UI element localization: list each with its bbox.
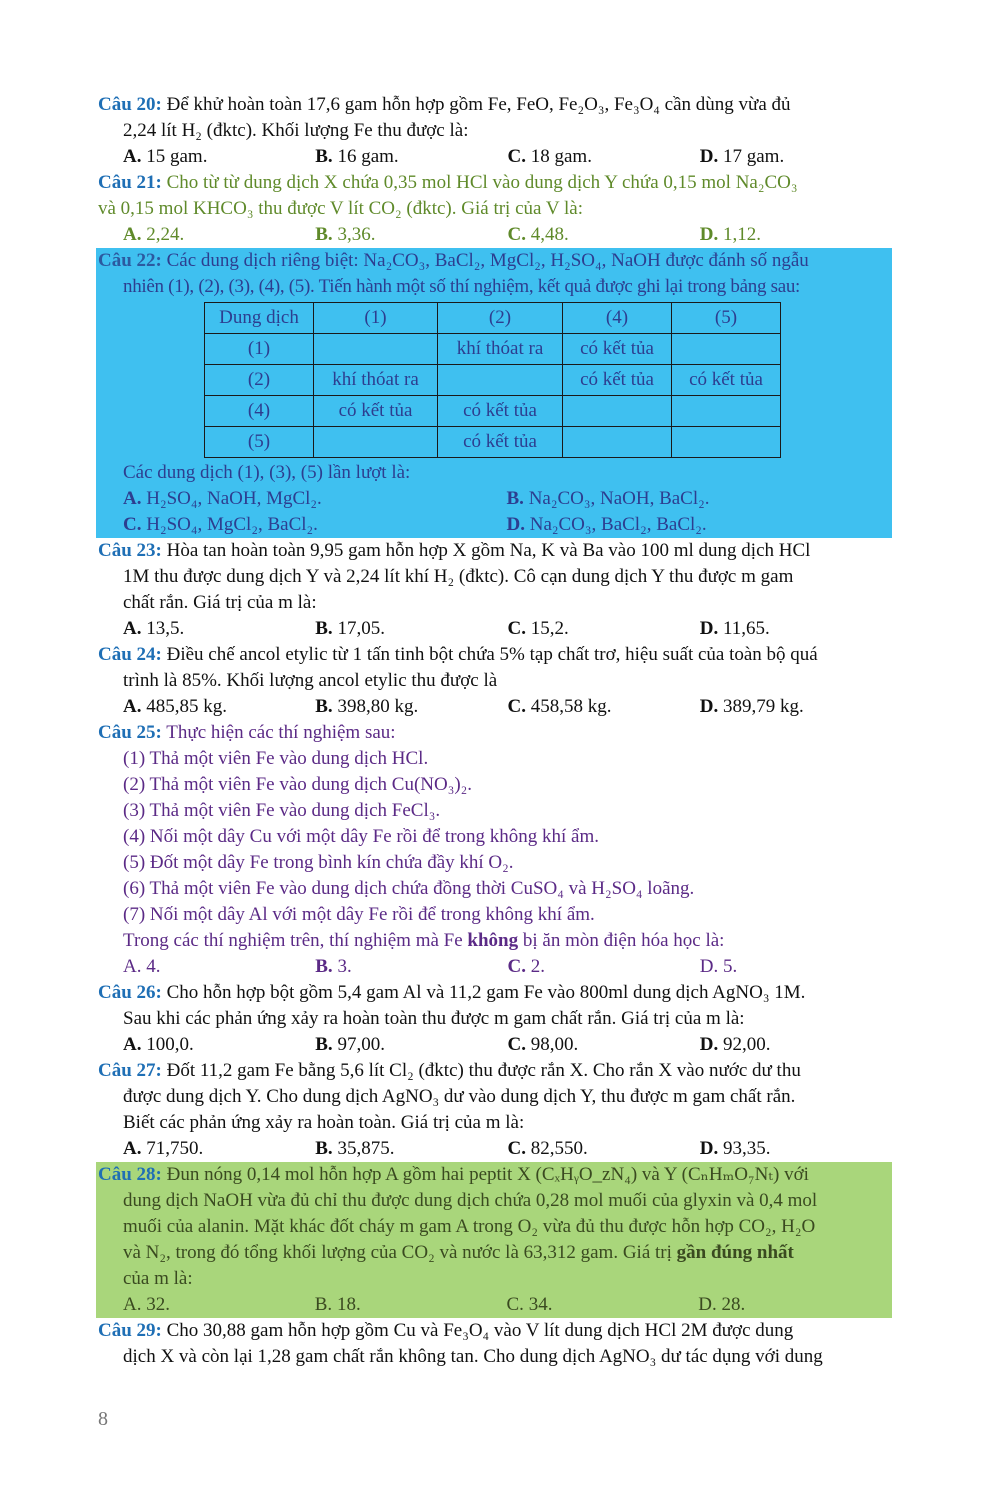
option-c: C. 15,2.: [507, 618, 569, 639]
answer-options: [98, 694, 892, 720]
question-text: và N₂, trong đó tổng khối lượng của CO₂ và nước là 63,312 gam. Giá trị gần đúng nhất: [123, 1242, 794, 1263]
option-a: A. 71,750.: [123, 1138, 204, 1159]
option-d: D. 11,65.: [699, 618, 770, 639]
option-a: A. 4.: [123, 956, 161, 977]
question-number: Câu 25:: [98, 722, 162, 743]
option-a: A. H₂SO₄, NaOH, MgCl₂.: [123, 488, 322, 509]
question-number: Câu 22:: [98, 250, 162, 271]
answer-options: [98, 1136, 892, 1162]
answer-options: [98, 954, 892, 980]
option-c: C. 18 gam.: [507, 146, 592, 167]
question-number: Câu 23:: [98, 540, 162, 561]
option-d: D. 17 gam.: [699, 146, 785, 167]
option-d: D. 93,35.: [699, 1138, 771, 1159]
list-item: (4) Nối một dây Cu với một dây Fe rồi để trong không khí ẩm.: [123, 826, 600, 847]
question-text: Các dung dịch riêng biệt: Na₂CO₃, BaCl₂, MgCl₂, H₂SO₄, NaOH được đánh số ngẫu: [166, 250, 809, 271]
question-prompt: Trong các thí nghiệm trên, thí nghiệm mà Fe không bị ăn mòn điện hóa học là:: [123, 930, 725, 951]
question-text: Đun nóng 0,14 mol hỗn hợp A gồm hai peptit X (CₓHᵧO_zN₄) và Y (CₙHₘO₇Nₜ) với: [166, 1164, 809, 1185]
answer-options: [98, 1292, 890, 1318]
table-cell: (4): [205, 396, 314, 427]
question-text: 2,24 lít H₂ (đktc). Khối lượng Fe thu được là:: [123, 120, 469, 141]
question-25: [98, 720, 892, 980]
option-b: B. 398,80 kg.: [315, 696, 419, 717]
option-d: D. 28.: [698, 1294, 746, 1315]
table-cell: [563, 427, 672, 458]
option-c: C. 2.: [507, 956, 545, 977]
results-table: [204, 302, 781, 458]
question-29: [98, 1318, 892, 1370]
table-header: (2): [438, 303, 563, 334]
option-c: C. 98,00.: [507, 1034, 579, 1055]
option-c: C. 34.: [506, 1294, 553, 1315]
page-number: 8: [98, 1408, 108, 1430]
question-text: Thực hiện các thí nghiệm sau:: [166, 722, 396, 743]
question-text: của m là:: [123, 1268, 193, 1289]
table-cell: có kết tủa: [672, 365, 781, 396]
question-number: Câu 21:: [98, 172, 162, 193]
answer-options: [98, 1032, 892, 1058]
question-27: [98, 1058, 892, 1162]
table-header: Dung dịch: [205, 303, 314, 334]
question-prompt: Các dung dịch (1), (3), (5) lần lượt là:: [123, 462, 411, 483]
table-row: [205, 334, 781, 365]
question-text: nhiên (1), (2), (3), (4), (5). Tiến hành một số thí nghiệm, kết quả được ghi lại trong bảng sau:: [123, 276, 801, 297]
page-content: [98, 92, 892, 1370]
option-a: A. 2,24.: [123, 224, 185, 245]
table-header-row: [205, 303, 781, 334]
table-cell: [672, 427, 781, 458]
question-text: dung dịch NaOH vừa đủ chỉ thu được dung dịch chứa 0,28 mol muối của glyxin và 0,4 mol: [123, 1190, 818, 1211]
option-b: B. 35,875.: [315, 1138, 395, 1159]
option-a: A. 15 gam.: [123, 146, 208, 167]
table-cell: có kết tủa: [314, 396, 438, 427]
list-item: (3) Thả một viên Fe vào dung dịch FeCl₃.: [123, 800, 441, 821]
question-text: Cho hỗn hợp bột gồm 5,4 gam Al và 11,2 gam Fe vào 800ml dung dịch AgNO₃ 1M.: [166, 982, 806, 1003]
option-a: A. 13,5.: [123, 618, 185, 639]
option-a: A. 485,85 kg.: [123, 696, 227, 717]
option-b: B. 3.: [315, 956, 352, 977]
question-text: Sau khi các phản ứng xảy ra hoàn toàn thu được m gam chất rắn. Giá trị của m là:: [123, 1008, 745, 1029]
option-c: C. 4,48.: [507, 224, 569, 245]
table-cell: có kết tủa: [438, 396, 563, 427]
table-cell: có kết tủa: [563, 365, 672, 396]
question-number: Câu 28:: [98, 1164, 162, 1185]
table-cell: (1): [205, 334, 314, 365]
table-row: [205, 396, 781, 427]
question-text: Cho từ từ dung dịch X chứa 0,35 mol HCl vào dung dịch Y chứa 0,15 mol Na₂CO₃: [166, 172, 798, 193]
question-number: Câu 20:: [98, 94, 162, 115]
question-20: [98, 92, 892, 170]
table-cell: [672, 334, 781, 365]
question-text: trình là 85%. Khối lượng ancol etylic thu được là: [123, 670, 498, 691]
question-text: dịch X và còn lại 1,28 gam chất rắn không tan. Cho dung dịch AgNO₃ dư tác dụng với dung: [123, 1346, 823, 1367]
table-cell: khí thóat ra: [314, 365, 438, 396]
option-c: C. H₂SO₄, MgCl₂, BaCl₂.: [123, 514, 318, 535]
question-24: [98, 642, 892, 720]
question-text: Đốt 11,2 gam Fe bằng 5,6 lít Cl₂ (đktc) thu được rắn X. Cho rắn X vào nước dư thu: [166, 1060, 801, 1081]
option-d: D. 1,12.: [699, 224, 761, 245]
table-header: (1): [314, 303, 438, 334]
option-a: A. 100,0.: [123, 1034, 194, 1055]
question-text: Hòa tan hoàn toàn 9,95 gam hỗn hợp X gồm Na, K và Ba vào 100 ml dung dịch HCl: [166, 540, 811, 561]
answer-options: [98, 512, 890, 538]
table-cell: khí thóat ra: [438, 334, 563, 365]
question-text: muối của alanin. Mặt khác đốt cháy m gam A trong O₂ vừa đủ thu được hỗn hợp CO₂, H₂O: [123, 1216, 816, 1237]
option-b: B. 97,00.: [315, 1034, 385, 1055]
question-text: 1M thu được dung dịch Y và 2,24 lít khí H₂ (đktc). Cô cạn dung dịch Y thu được m gam: [123, 566, 794, 587]
table-cell: (2): [205, 365, 314, 396]
table-cell: [438, 365, 563, 396]
question-23: [98, 538, 892, 642]
list-item: (5) Đốt một dây Fe trong bình kín chứa đầy khí O₂.: [123, 852, 514, 873]
list-item: (6) Thả một viên Fe vào dung dịch chứa đồng thời CuSO₄ và H₂SO₄ loãng.: [123, 878, 695, 899]
option-d: D. 92,00.: [699, 1034, 771, 1055]
option-b: B. 17,05.: [315, 618, 385, 639]
table-cell: [314, 427, 438, 458]
table-row: [205, 365, 781, 396]
table-cell: [563, 396, 672, 427]
answer-options: [98, 144, 892, 170]
table-row: [205, 427, 781, 458]
option-b: B. Na₂CO₃, NaOH, BaCl₂.: [506, 488, 710, 509]
table-cell: có kết tủa: [563, 334, 672, 365]
table-header: (5): [672, 303, 781, 334]
question-number: Câu 26:: [98, 982, 162, 1003]
question-text: Điều chế ancol etylic từ 1 tấn tinh bột chứa 5% tạp chất trơ, hiệu suất của toàn bộ quá: [166, 644, 818, 665]
list-item: (7) Nối một dây Al với một dây Fe rồi để trong không khí ẩm.: [123, 904, 595, 925]
question-text: chất rắn. Giá trị của m là:: [123, 592, 317, 613]
table-cell: (5): [205, 427, 314, 458]
list-item: (2) Thả một viên Fe vào dung dịch Cu(NO₃)₂.: [123, 774, 473, 795]
option-b: B. 16 gam.: [315, 146, 399, 167]
question-text: Cho 30,88 gam hỗn hợp gồm Cu và Fe₃O₄ vào V lít dung dịch HCl 2M được dung: [166, 1320, 794, 1341]
question-number: Câu 27:: [98, 1060, 162, 1081]
question-26: [98, 980, 892, 1058]
answer-options: [98, 222, 892, 248]
option-c: C. 458,58 kg.: [507, 696, 612, 717]
option-d: D. 389,79 kg.: [699, 696, 804, 717]
option-d: D. 5.: [699, 956, 738, 977]
question-text: được dung dịch Y. Cho dung dịch AgNO₃ dư vào dung dịch Y, thu được m gam chất rắn.: [123, 1086, 796, 1107]
option-d: D. Na₂CO₃, BaCl₂, BaCl₂.: [506, 514, 707, 535]
question-text: Để khử hoàn toàn 17,6 gam hỗn hợp gồm Fe, FeO, Fe₂O₃, Fe₃O₄ cần dùng vừa đủ: [166, 94, 791, 115]
question-text: Biết các phản ứng xảy ra hoàn toàn. Giá trị của m là:: [123, 1112, 525, 1133]
table-cell: có kết tủa: [438, 427, 563, 458]
answer-options: [98, 486, 890, 512]
question-text: và 0,15 mol KHCO₃ thu được V lít CO₂ (đktc). Giá trị của V là:: [98, 198, 583, 219]
question-28: [96, 1162, 892, 1318]
list-item: (1) Thả một viên Fe vào dung dịch HCl.: [123, 748, 429, 769]
question-22: [96, 248, 892, 538]
option-b: B. 18.: [314, 1294, 361, 1315]
question-21: [98, 170, 892, 248]
question-number: Câu 29:: [98, 1320, 162, 1341]
option-c: C. 82,550.: [507, 1138, 588, 1159]
option-a: A. 32.: [123, 1294, 170, 1315]
option-b: B. 3,36.: [315, 224, 376, 245]
question-number: Câu 24:: [98, 644, 162, 665]
table-cell: [672, 396, 781, 427]
answer-options: [98, 616, 892, 642]
table-cell: [314, 334, 438, 365]
table-header: (4): [563, 303, 672, 334]
